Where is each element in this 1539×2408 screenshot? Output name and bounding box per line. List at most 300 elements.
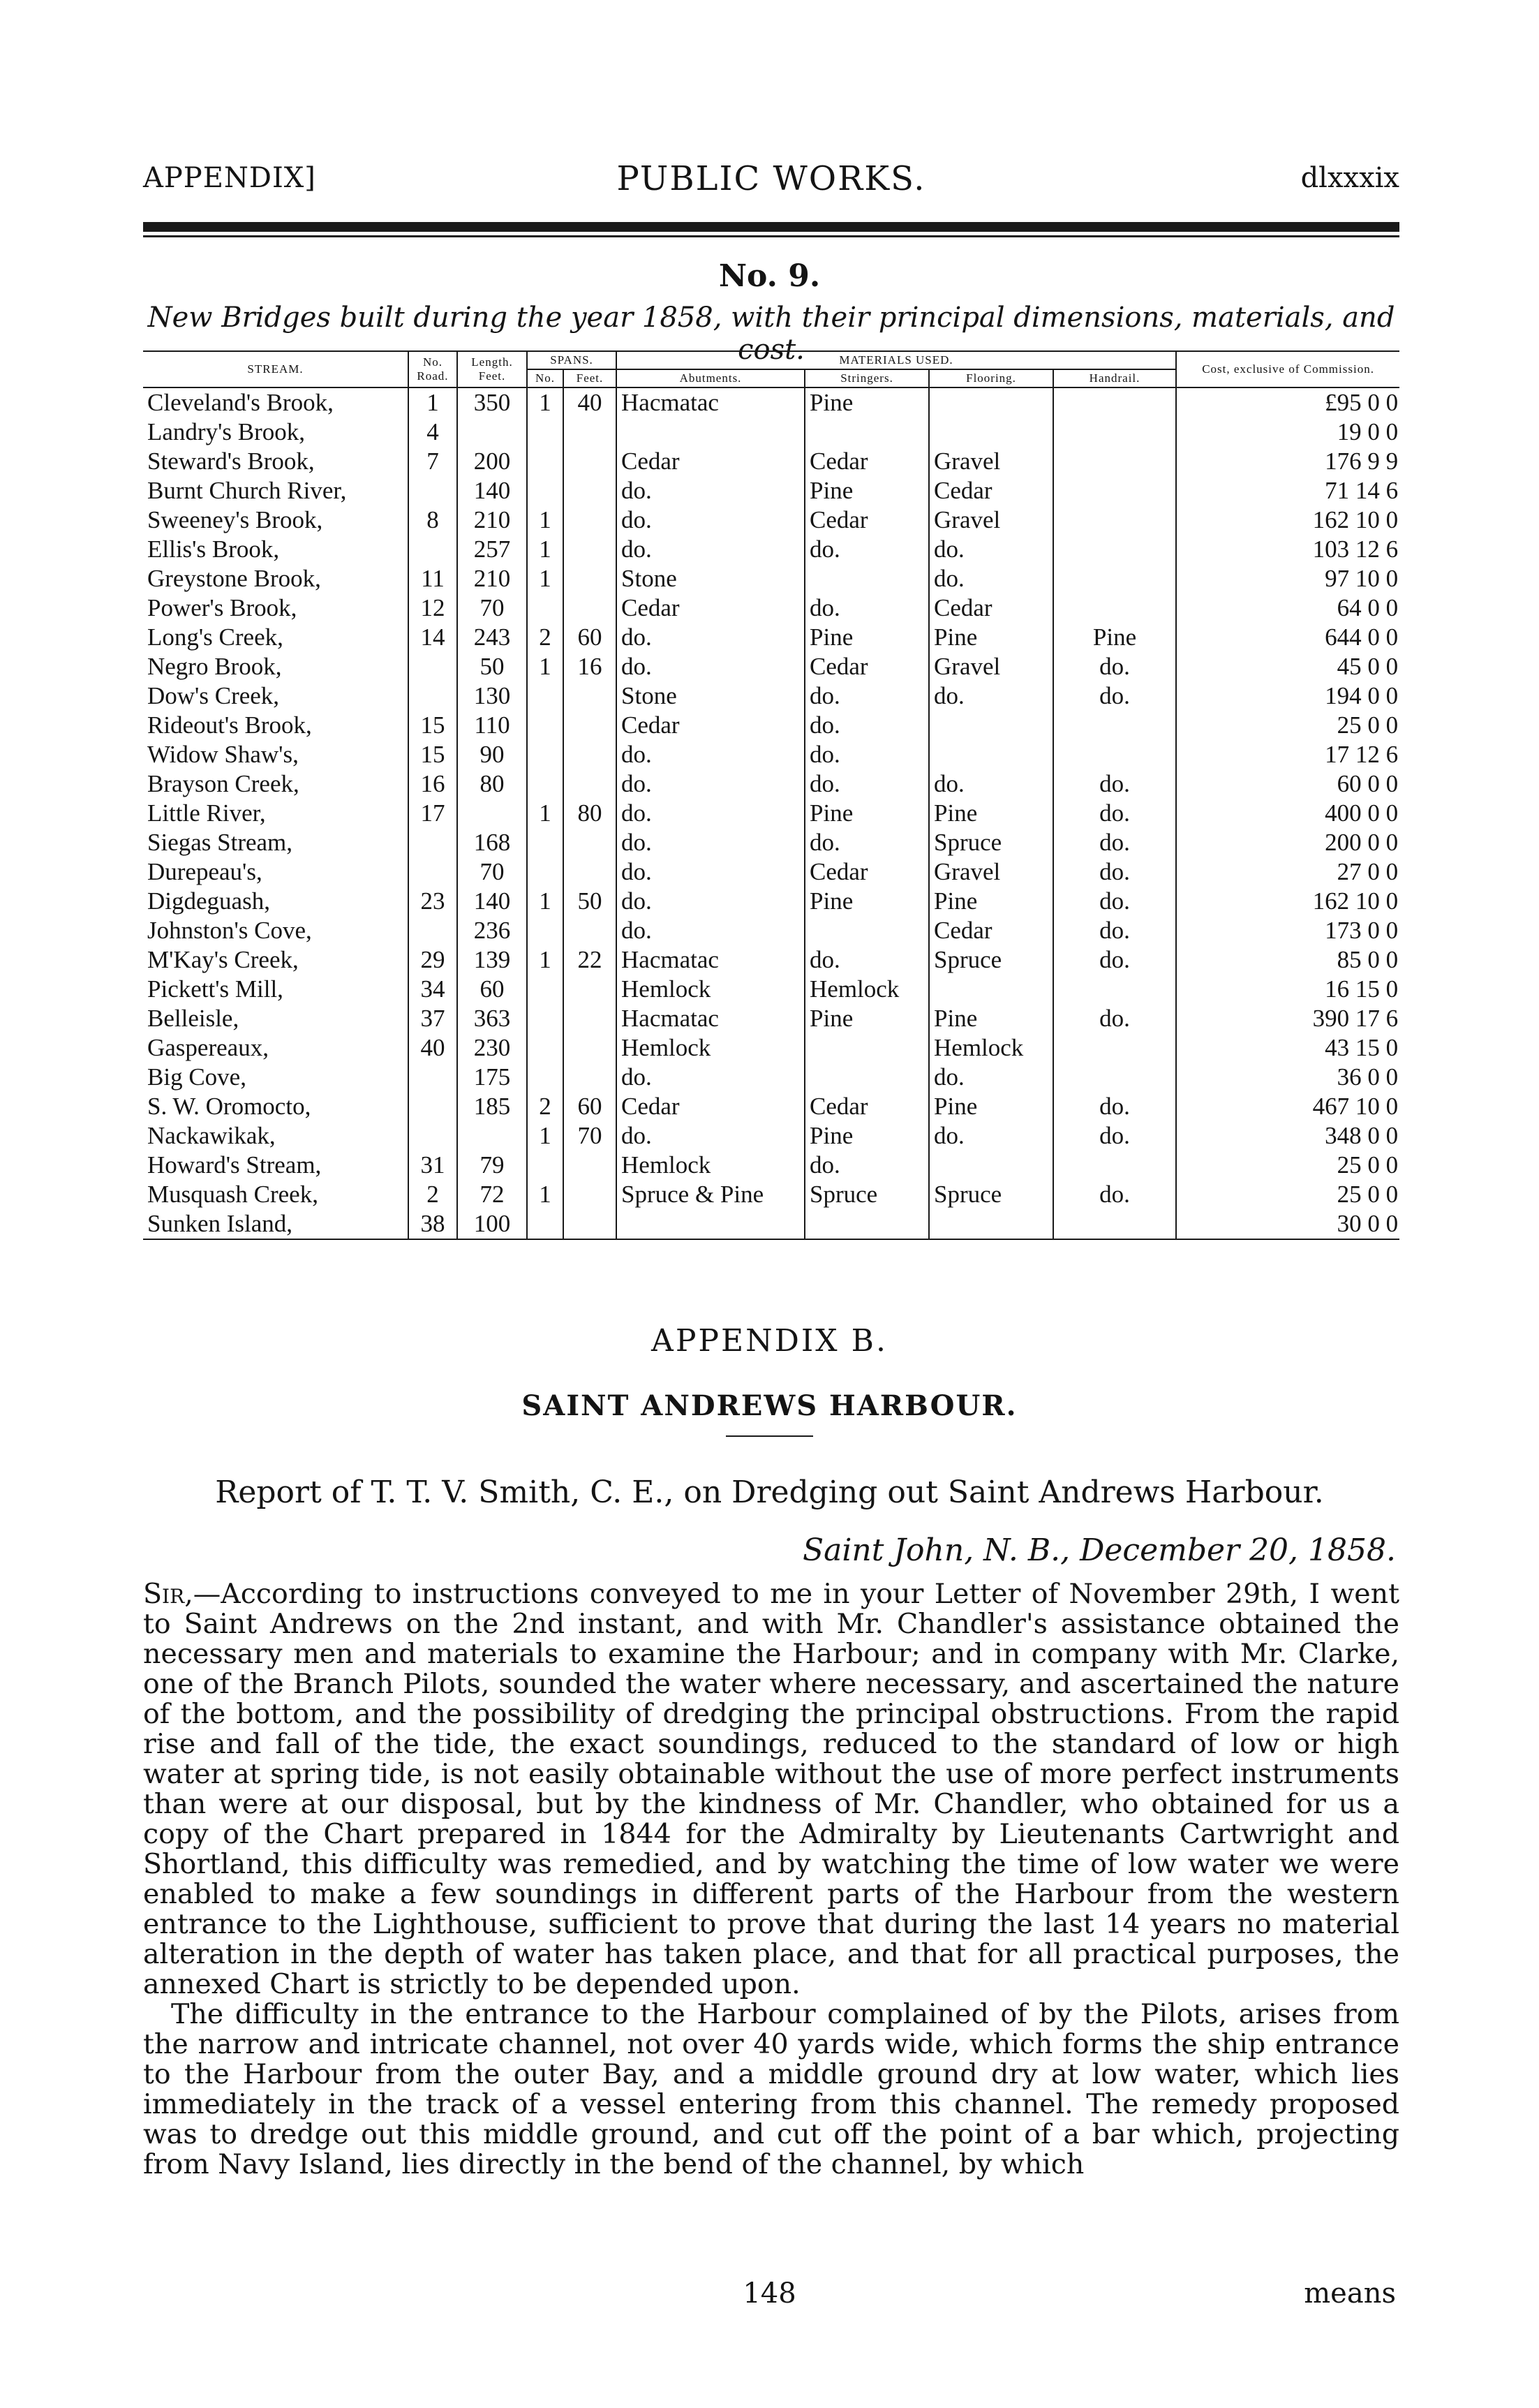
cell-flooring: Gravel (929, 857, 1053, 887)
cell-cost: 60 0 0 (1176, 769, 1399, 799)
cell-road (408, 916, 457, 945)
paragraph-1 (143, 1579, 1399, 2000)
table-row (143, 535, 1399, 564)
cell-stream: Belleisle, (143, 1004, 408, 1033)
running-head-left: APPENDIX] (143, 162, 316, 194)
cell-length: 90 (457, 740, 527, 769)
cell-spans-no: 1 (527, 505, 563, 535)
cell-cost: 176 9 9 (1176, 447, 1399, 476)
cell-road: 15 (408, 711, 457, 740)
cell-spans-no (527, 593, 563, 623)
cell-cost: 162 10 0 (1176, 887, 1399, 916)
cell-road (408, 535, 457, 564)
cell-spans-feet: 50 (563, 887, 616, 916)
cell-spans-feet (563, 769, 616, 799)
cell-road (408, 681, 457, 711)
cell-stream: Nackawikak, (143, 1121, 408, 1151)
cell-stringers: do. (805, 535, 929, 564)
cell-road: 29 (408, 945, 457, 975)
cell-length: 50 (457, 652, 527, 681)
cell-road: 38 (408, 1209, 457, 1239)
cell-spans-no (527, 740, 563, 769)
header-cost: Cost, exclusive of Commission. (1176, 351, 1399, 387)
cell-flooring: Gravel (929, 505, 1053, 535)
cell-handrail: do. (1053, 799, 1176, 828)
table-row (143, 857, 1399, 887)
cell-road (408, 476, 457, 505)
cell-road: 37 (408, 1004, 457, 1033)
cell-spans-no (527, 857, 563, 887)
cell-flooring: Pine (929, 799, 1053, 828)
table-row (143, 1063, 1399, 1092)
cell-abutments: Stone (616, 564, 805, 593)
cell-abutments: Stone (616, 681, 805, 711)
cell-handrail: do. (1053, 652, 1176, 681)
cell-stringers (805, 916, 929, 945)
table-row (143, 564, 1399, 593)
cell-stringers (805, 1209, 929, 1239)
cell-abutments (616, 1209, 805, 1239)
cell-stringers: Cedar (805, 857, 929, 887)
table-row (143, 1121, 1399, 1151)
cell-length: 130 (457, 681, 527, 711)
cell-road: 12 (408, 593, 457, 623)
cell-spans-feet (563, 476, 616, 505)
cell-spans-feet: 16 (563, 652, 616, 681)
cell-stringers: do. (805, 681, 929, 711)
cell-cost: 64 0 0 (1176, 593, 1399, 623)
cell-flooring: do. (929, 535, 1053, 564)
cell-stream: Long's Creek, (143, 623, 408, 652)
cell-cost: 25 0 0 (1176, 1180, 1399, 1209)
cell-handrail: do. (1053, 945, 1176, 975)
table-row (143, 1151, 1399, 1180)
cell-cost: 16 15 0 (1176, 975, 1399, 1004)
bridges-table (143, 350, 1399, 1240)
cell-stringers: Pine (805, 1004, 929, 1033)
cell-handrail: do. (1053, 681, 1176, 711)
cell-stream: Power's Brook, (143, 593, 408, 623)
cell-stringers: do. (805, 769, 929, 799)
cell-length (457, 1121, 527, 1151)
cell-length: 350 (457, 387, 527, 418)
cell-spans-feet (563, 740, 616, 769)
cell-stringers: Hemlock (805, 975, 929, 1004)
table-row (143, 593, 1399, 623)
cell-spans-no: 1 (527, 652, 563, 681)
cell-spans-no (527, 975, 563, 1004)
cell-spans-no: 1 (527, 799, 563, 828)
cell-handrail (1053, 740, 1176, 769)
cell-stringers: Pine (805, 1121, 929, 1151)
cell-stream: Howard's Stream, (143, 1151, 408, 1180)
paragraph-2: The difficulty in the entrance to the Harbour complained of by the Pilots, arises from the narrow and intricate channel, not over 40 yards wide, which forms the ship entrance to the Harbour from the outer Bay, and a middle ground dry at low water, which lies immediately in the track of a vessel entering from this channel. The remedy proposed was to dredge out this middle ground, and cut off the point of a bar which, projecting from Navy Island, lies directly in the bend of the channel, by which (143, 1998, 1399, 2180)
table-row (143, 387, 1399, 418)
cell-stringers: Pine (805, 387, 929, 418)
cell-spans-no (527, 828, 563, 857)
cell-flooring: do. (929, 769, 1053, 799)
cell-flooring: Gravel (929, 447, 1053, 476)
cell-cost: 43 15 0 (1176, 1033, 1399, 1063)
cell-handrail (1053, 418, 1176, 447)
cell-road: 40 (408, 1033, 457, 1063)
cell-cost: 173 0 0 (1176, 916, 1399, 945)
cell-spans-feet: 80 (563, 799, 616, 828)
cell-handrail (1053, 1063, 1176, 1092)
cell-stream: Dow's Creek, (143, 681, 408, 711)
cell-stream: Little River, (143, 799, 408, 828)
cell-spans-feet (563, 1063, 616, 1092)
cell-cost: 27 0 0 (1176, 857, 1399, 887)
cell-stream: Johnston's Cove, (143, 916, 408, 945)
cell-length: 175 (457, 1063, 527, 1092)
cell-abutments: do. (616, 623, 805, 652)
cell-spans-no: 1 (527, 887, 563, 916)
cell-abutments: do. (616, 916, 805, 945)
cell-flooring: do. (929, 1121, 1053, 1151)
cell-handrail (1053, 447, 1176, 476)
cell-length: 243 (457, 623, 527, 652)
cell-stream: Sunken Island, (143, 1209, 408, 1239)
table-row (143, 1033, 1399, 1063)
header-materials: MATERIALS USED. (616, 351, 1176, 369)
cell-abutments: do. (616, 769, 805, 799)
cell-abutments: Hemlock (616, 1151, 805, 1180)
cell-road: 7 (408, 447, 457, 476)
cell-flooring: Spruce (929, 828, 1053, 857)
cell-cost: 30 0 0 (1176, 1209, 1399, 1239)
table-row (143, 1180, 1399, 1209)
cell-cost: 200 0 0 (1176, 828, 1399, 857)
report-body (143, 1579, 1399, 2180)
cell-stream: Ellis's Brook, (143, 535, 408, 564)
header-spans: SPANS. (527, 351, 616, 369)
cell-length: 100 (457, 1209, 527, 1239)
bridges-table-wrapper (143, 350, 1399, 1240)
header-spans-feet: Feet. (563, 369, 616, 387)
cell-stringers (805, 1063, 929, 1092)
cell-handrail (1053, 1033, 1176, 1063)
cell-spans-feet (563, 857, 616, 887)
cell-spans-feet: 40 (563, 387, 616, 418)
cell-length: 210 (457, 564, 527, 593)
cell-flooring (929, 418, 1053, 447)
table-row (143, 769, 1399, 799)
cell-stream: Sweeney's Brook, (143, 505, 408, 535)
table-row (143, 711, 1399, 740)
cell-handrail: do. (1053, 828, 1176, 857)
cell-road: 1 (408, 387, 457, 418)
cell-flooring: Gravel (929, 652, 1053, 681)
cell-road: 16 (408, 769, 457, 799)
cell-stringers: Pine (805, 623, 929, 652)
cell-stringers: Cedar (805, 652, 929, 681)
section-rule (726, 1435, 813, 1437)
cell-stringers: do. (805, 945, 929, 975)
cell-abutments: do. (616, 857, 805, 887)
cell-handrail: do. (1053, 769, 1176, 799)
cell-handrail (1053, 505, 1176, 535)
cell-length: 70 (457, 857, 527, 887)
cell-handrail (1053, 975, 1176, 1004)
cell-flooring: Pine (929, 1004, 1053, 1033)
cell-stream: S. W. Oromocto, (143, 1092, 408, 1121)
cell-handrail (1053, 387, 1176, 418)
table-row (143, 740, 1399, 769)
catchword: means (1304, 2277, 1396, 2310)
dateline: Saint John, N. B., December 20, 1858. (802, 1532, 1396, 1568)
cell-handrail (1053, 1151, 1176, 1180)
header-rule-thick (143, 222, 1399, 232)
cell-abutments: do. (616, 652, 805, 681)
cell-road: 4 (408, 418, 457, 447)
cell-stream: Negro Brook, (143, 652, 408, 681)
cell-stringers (805, 564, 929, 593)
table-row (143, 1209, 1399, 1239)
cell-spans-no (527, 1004, 563, 1033)
cell-stream: Musquash Creek, (143, 1180, 408, 1209)
cell-abutments: Hacmatac (616, 387, 805, 418)
cell-spans-feet (563, 1033, 616, 1063)
cell-cost: 71 14 6 (1176, 476, 1399, 505)
cell-cost: 19 0 0 (1176, 418, 1399, 447)
cell-cost: 103 12 6 (1176, 535, 1399, 564)
cell-cost: 400 0 0 (1176, 799, 1399, 828)
cell-handrail: do. (1053, 1121, 1176, 1151)
cell-spans-no (527, 476, 563, 505)
cell-length: 363 (457, 1004, 527, 1033)
cell-spans-no: 1 (527, 387, 563, 418)
cell-abutments: Spruce & Pine (616, 1180, 805, 1209)
cell-stringers: do. (805, 711, 929, 740)
cell-spans-feet: 60 (563, 623, 616, 652)
header-abutments: Abutments. (616, 369, 805, 387)
cell-spans-feet (563, 505, 616, 535)
cell-flooring: Hemlock (929, 1033, 1053, 1063)
table-row (143, 1004, 1399, 1033)
cell-handrail: do. (1053, 1004, 1176, 1033)
cell-stringers: do. (805, 828, 929, 857)
cell-length (457, 418, 527, 447)
cell-abutments: do. (616, 828, 805, 857)
cell-handrail: do. (1053, 1180, 1176, 1209)
cell-handrail: do. (1053, 916, 1176, 945)
cell-length: 185 (457, 1092, 527, 1121)
cell-spans-feet (563, 916, 616, 945)
cell-handrail: do. (1053, 1092, 1176, 1121)
cell-spans-feet (563, 681, 616, 711)
cell-stream: M'Kay's Creek, (143, 945, 408, 975)
cell-road: 34 (408, 975, 457, 1004)
cell-stringers (805, 1033, 929, 1063)
cell-spans-feet (563, 1004, 616, 1033)
cell-flooring: do. (929, 564, 1053, 593)
cell-spans-no (527, 916, 563, 945)
cell-spans-feet (563, 447, 616, 476)
cell-cost: 45 0 0 (1176, 652, 1399, 681)
cell-spans-feet (563, 1180, 616, 1209)
cell-cost: 36 0 0 (1176, 1063, 1399, 1092)
cell-spans-no: 1 (527, 535, 563, 564)
cell-spans-feet: 60 (563, 1092, 616, 1121)
cell-abutments: do. (616, 740, 805, 769)
cell-spans-no: 2 (527, 623, 563, 652)
cell-handrail (1053, 535, 1176, 564)
header-length: Length. Feet. (457, 351, 527, 387)
report-title: Report of T. T. V. Smith, C. E., on Dredging out Saint Andrews Harbour. (215, 1475, 1324, 1510)
cell-abutments: Cedar (616, 593, 805, 623)
cell-abutments (616, 418, 805, 447)
salutation: Sir, (143, 1578, 193, 1610)
cell-flooring: Cedar (929, 476, 1053, 505)
cell-abutments: do. (616, 1063, 805, 1092)
cell-stream: Brayson Creek, (143, 769, 408, 799)
cell-stream: Burnt Church River, (143, 476, 408, 505)
cell-stream: Big Cove, (143, 1063, 408, 1092)
cell-road: 14 (408, 623, 457, 652)
cell-spans-no (527, 1033, 563, 1063)
table-caption: New Bridges built during the year 1858, with their principal dimensions, materials, and cost. (147, 302, 1395, 366)
running-head (143, 159, 1399, 204)
table-number: No. 9. (718, 258, 821, 294)
cell-abutments: do. (616, 1121, 805, 1151)
cell-flooring (929, 1151, 1053, 1180)
cell-stream: Widow Shaw's, (143, 740, 408, 769)
cell-cost: 25 0 0 (1176, 711, 1399, 740)
cell-road (408, 1063, 457, 1092)
cell-stringers (805, 418, 929, 447)
cell-length: 72 (457, 1180, 527, 1209)
cell-flooring: Cedar (929, 593, 1053, 623)
table-row (143, 652, 1399, 681)
cell-abutments: Hemlock (616, 975, 805, 1004)
cell-road: 15 (408, 740, 457, 769)
cell-spans-no: 1 (527, 1180, 563, 1209)
cell-handrail: do. (1053, 887, 1176, 916)
table-row (143, 681, 1399, 711)
cell-spans-no (527, 1209, 563, 1239)
cell-length: 200 (457, 447, 527, 476)
cell-cost: 467 10 0 (1176, 1092, 1399, 1121)
table-row (143, 505, 1399, 535)
table-row (143, 975, 1399, 1004)
cell-handrail (1053, 711, 1176, 740)
cell-length: 168 (457, 828, 527, 857)
cell-stringers: Cedar (805, 505, 929, 535)
cell-cost: 17 12 6 (1176, 740, 1399, 769)
cell-road: 11 (408, 564, 457, 593)
cell-spans-no (527, 681, 563, 711)
cell-handrail: do. (1053, 857, 1176, 887)
cell-flooring: Spruce (929, 945, 1053, 975)
cell-spans-no (527, 418, 563, 447)
cell-length: 80 (457, 769, 527, 799)
cell-road: 8 (408, 505, 457, 535)
cell-spans-no: 1 (527, 945, 563, 975)
cell-road (408, 652, 457, 681)
cell-spans-feet: 70 (563, 1121, 616, 1151)
cell-stream: Steward's Brook, (143, 447, 408, 476)
cell-flooring (929, 975, 1053, 1004)
table-row (143, 476, 1399, 505)
cell-abutments: Hacmatac (616, 945, 805, 975)
table-row (143, 799, 1399, 828)
table-row (143, 1092, 1399, 1121)
cell-abutments: do. (616, 887, 805, 916)
cell-flooring (929, 740, 1053, 769)
header-stringers: Stringers. (805, 369, 929, 387)
header-handrail: Handrail. (1053, 369, 1176, 387)
cell-flooring: Pine (929, 623, 1053, 652)
cell-length: 60 (457, 975, 527, 1004)
cell-abutments: Cedar (616, 1092, 805, 1121)
cell-abutments: Hemlock (616, 1033, 805, 1063)
page-folio: 148 (743, 2277, 796, 2310)
cell-stringers: Pine (805, 887, 929, 916)
cell-length (457, 799, 527, 828)
cell-cost: 390 17 6 (1176, 1004, 1399, 1033)
cell-abutments: Cedar (616, 711, 805, 740)
cell-length: 79 (457, 1151, 527, 1180)
header-flooring: Flooring. (929, 369, 1053, 387)
cell-cost: £95 0 0 (1176, 387, 1399, 418)
header-stream: STREAM. (143, 351, 408, 387)
running-head-page-number: dlxxxix (1300, 162, 1399, 194)
cell-handrail (1053, 593, 1176, 623)
table-row (143, 447, 1399, 476)
cell-flooring (929, 711, 1053, 740)
cell-spans-no (527, 1063, 563, 1092)
cell-road: 17 (408, 799, 457, 828)
cell-stream: Rideout's Brook, (143, 711, 408, 740)
cell-stringers: Pine (805, 476, 929, 505)
cell-abutments: do. (616, 476, 805, 505)
cell-length: 230 (457, 1033, 527, 1063)
table-row (143, 916, 1399, 945)
cell-abutments: do. (616, 799, 805, 828)
cell-cost: 644 0 0 (1176, 623, 1399, 652)
bridges-table-body (143, 387, 1399, 1239)
cell-spans-feet (563, 535, 616, 564)
cell-stream: Landry's Brook, (143, 418, 408, 447)
table-row (143, 828, 1399, 857)
cell-road: 31 (408, 1151, 457, 1180)
cell-stream: Siegas Stream, (143, 828, 408, 857)
cell-cost: 85 0 0 (1176, 945, 1399, 975)
cell-cost: 162 10 0 (1176, 505, 1399, 535)
cell-length: 70 (457, 593, 527, 623)
cell-flooring (929, 1209, 1053, 1239)
cell-flooring: Pine (929, 887, 1053, 916)
cell-length: 110 (457, 711, 527, 740)
cell-stringers: do. (805, 593, 929, 623)
cell-road (408, 1121, 457, 1151)
cell-stringers: Spruce (805, 1180, 929, 1209)
cell-handrail: Pine (1053, 623, 1176, 652)
cell-spans-feet (563, 1151, 616, 1180)
cell-road (408, 828, 457, 857)
cell-spans-feet (563, 975, 616, 1004)
cell-length: 257 (457, 535, 527, 564)
cell-abutments: Hacmatac (616, 1004, 805, 1033)
section-title: SAINT ANDREWS HARBOUR. (521, 1389, 1018, 1422)
cell-spans-feet (563, 828, 616, 857)
cell-handrail (1053, 476, 1176, 505)
table-row (143, 887, 1399, 916)
cell-stringers: do. (805, 1151, 929, 1180)
cell-stream: Pickett's Mill, (143, 975, 408, 1004)
cell-cost: 348 0 0 (1176, 1121, 1399, 1151)
